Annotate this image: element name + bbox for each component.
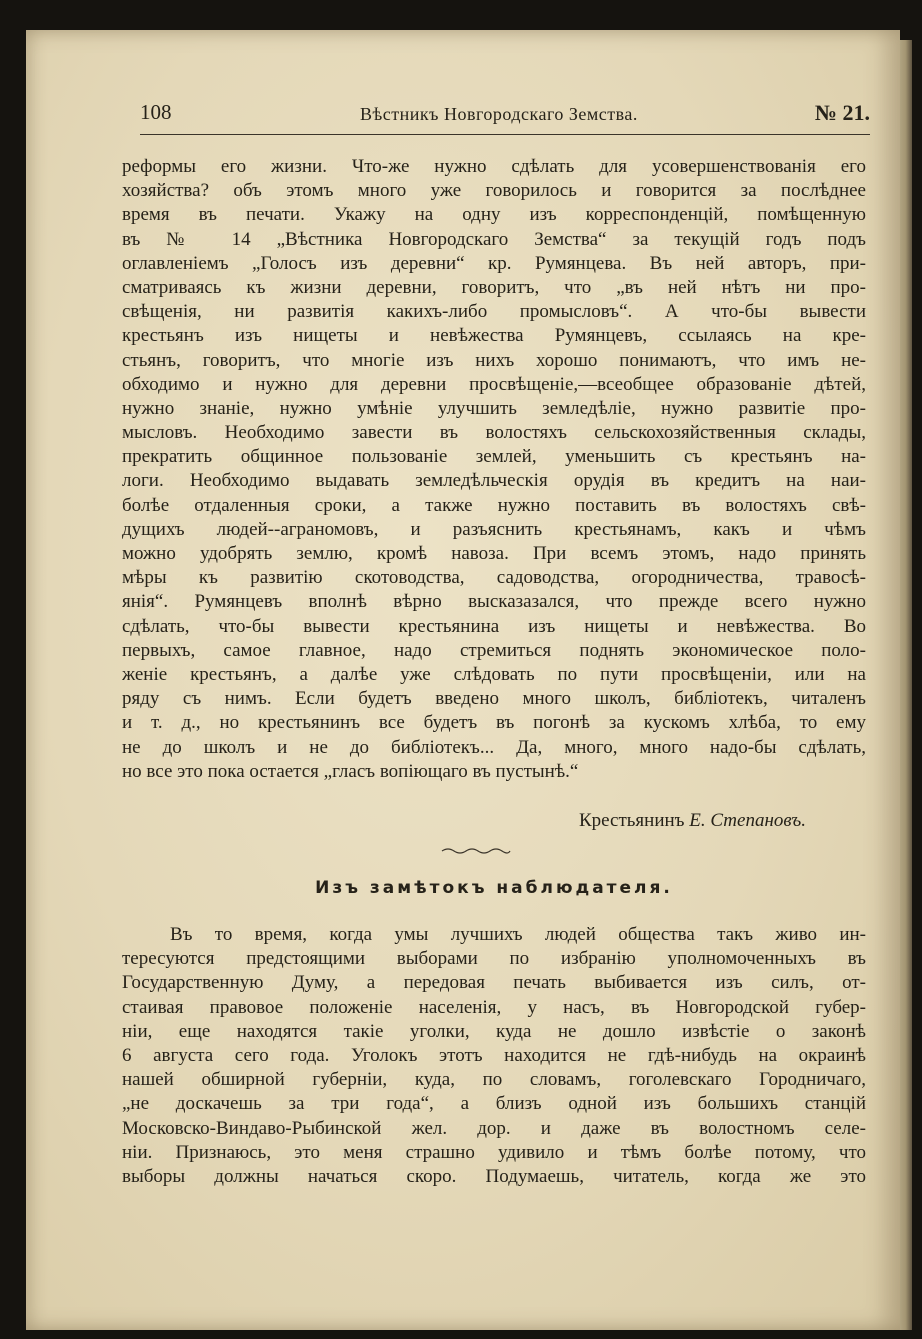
text-line: крестьянъ изъ нищеты и невѣжества Румянцевъ, ссылаясь на кре- [122, 325, 866, 347]
text-line: нужно знаніе, нужно умѣніе улучшить земледѣліе, нужно развитіе про- [122, 397, 866, 419]
issue-number: № 21. [814, 100, 870, 125]
text-line: мысловъ. Необходимо завести въ волостяхъ сельскохозяйственныя склады, [122, 422, 866, 444]
text-line: янія“. Румянцевъ вполнѣ вѣрно высказазался, что прежде всего нужно [122, 591, 866, 613]
text-line: не до школъ и не до библіотекъ... Да, много, много надо-бы сдѣлать, [122, 736, 866, 758]
text-line: логи. Необходимо выдавать земледѣльческія орудія въ кредитъ на наи- [122, 470, 866, 492]
text-line: прекратить общинное пользованіе землей, уменьшить съ крестьянъ на- [122, 446, 866, 468]
text-line: но все это пока остается „гласъ вопіющаго въ пустынѣ.“ [122, 760, 579, 782]
signature-name: Е. Степановъ. [689, 810, 806, 831]
text-line: оглавленіемъ „Голосъ изъ деревни“ кр. Румянцева. Въ ней авторъ, при- [122, 252, 866, 274]
text-line: можно удобрять землю, кромѣ навоза. При всемъ этомъ, надо принять [122, 543, 866, 564]
text-line: ніи, еще находятся такіе уголки, куда не дошло извѣстіе о законѣ [122, 1020, 866, 1042]
section-title: Изъ замѣтокъ наблюдателя. [315, 878, 673, 898]
text-line: обходимо и нужно для деревни просвѣщеніе,—всеобщее образованіе дѣтей, [122, 373, 866, 395]
text-line: стьянъ, говоритъ, что многіе изъ нихъ хорошо понимаютъ, что имъ не- [122, 349, 866, 371]
divider-ornament [440, 846, 512, 856]
text-line: дущихъ людей--аграномовъ, и разъяснить крестьянамъ, какъ и чѣмъ [122, 518, 866, 540]
text-line: нашей обширной губерніи, куда, по словамъ, гоголевскаго Городничаго, [122, 1069, 866, 1091]
text-line: ряду съ нимъ. Если будетъ введено много школъ, библіотекъ, читаленъ [122, 688, 866, 710]
text-line: Государственную Думу, а передовая печать выбивается изъ силъ, от- [122, 972, 866, 994]
section-text [122, 923, 866, 1189]
page-number: 108 [140, 100, 172, 124]
text-line: женіе крестьянъ, а далѣе уже слѣдовать по пути просвѣщеніи, или на [122, 663, 866, 685]
text-line: „не доскачешь за три года“, а близъ одной изъ большихъ станцій [122, 1093, 866, 1115]
text-line: и т. д., но крестьянинъ все будетъ въ погонѣ за кускомъ хлѣба, то ему [122, 712, 866, 734]
text-line: сдѣлать, что-бы вывести крестьянина изъ нищеты и невѣжества. Во [122, 615, 866, 637]
text-line: время въ печати. Укажу на одну изъ корреспонденцій, помѣщенную [122, 204, 866, 226]
header-rule [140, 134, 870, 135]
letter-text [122, 155, 866, 784]
book-page [26, 30, 900, 1330]
running-header [140, 98, 870, 132]
text-line: первыхъ, самое главное, надо стремиться поднять экономическое поло- [122, 639, 866, 661]
text-line: свѣщенія, ни развитія какихъ-либо промысловъ“. А что-бы вывести [122, 301, 866, 323]
text-line: ніи. Признаюсь, это меня страшно удивило и тѣмъ болѣе потому, что [122, 1141, 866, 1163]
text-line: мѣры къ развитію скотоводства, садоводства, огородничества, травосѣ- [122, 567, 866, 589]
text-line: реформы его жизни. Что-же нужно сдѣлать для усовершенствованія его [122, 156, 866, 177]
text-line: хозяйства? объ этомъ много уже говорилось и говорится за послѣднее [122, 180, 866, 202]
letter-signature [122, 810, 866, 832]
text-line: стаивая правовое положеніе населенія, у насъ, въ Новгородской губер- [122, 996, 866, 1018]
text-line: сматриваясь къ жизни деревни, говоритъ, что „въ ней нѣтъ ни про- [122, 276, 866, 298]
journal-title: Вѣстникъ Новгородскаго Земства. [360, 104, 638, 124]
text-line: болѣе отдаленныя сроки, а также нужно поставить въ волостяхъ свѣ- [122, 494, 866, 516]
text-line: выборы должны начаться скоро. Подумаешь, читатель, когда же это [122, 1165, 866, 1187]
text-line: Московско-Виндаво-Рыбинской жел. дор. и даже въ волостномъ селе- [122, 1117, 866, 1139]
text-line: въ № 14 „Вѣстника Новгородскаго Земства“ за текущій годъ подъ [122, 228, 866, 250]
text-line: тересуются предстоящими выборами по избранію уполномоченныхъ въ [122, 948, 866, 970]
text-line: 6 августа сего года. Уголокъ этотъ находится не гдѣ-нибудь на окраинѣ [122, 1044, 866, 1066]
text-line: Въ то время, когда умы лучшихъ людей общества такъ живо ин- [170, 924, 866, 945]
signature-prefix: Крестьянинъ [578, 810, 685, 831]
